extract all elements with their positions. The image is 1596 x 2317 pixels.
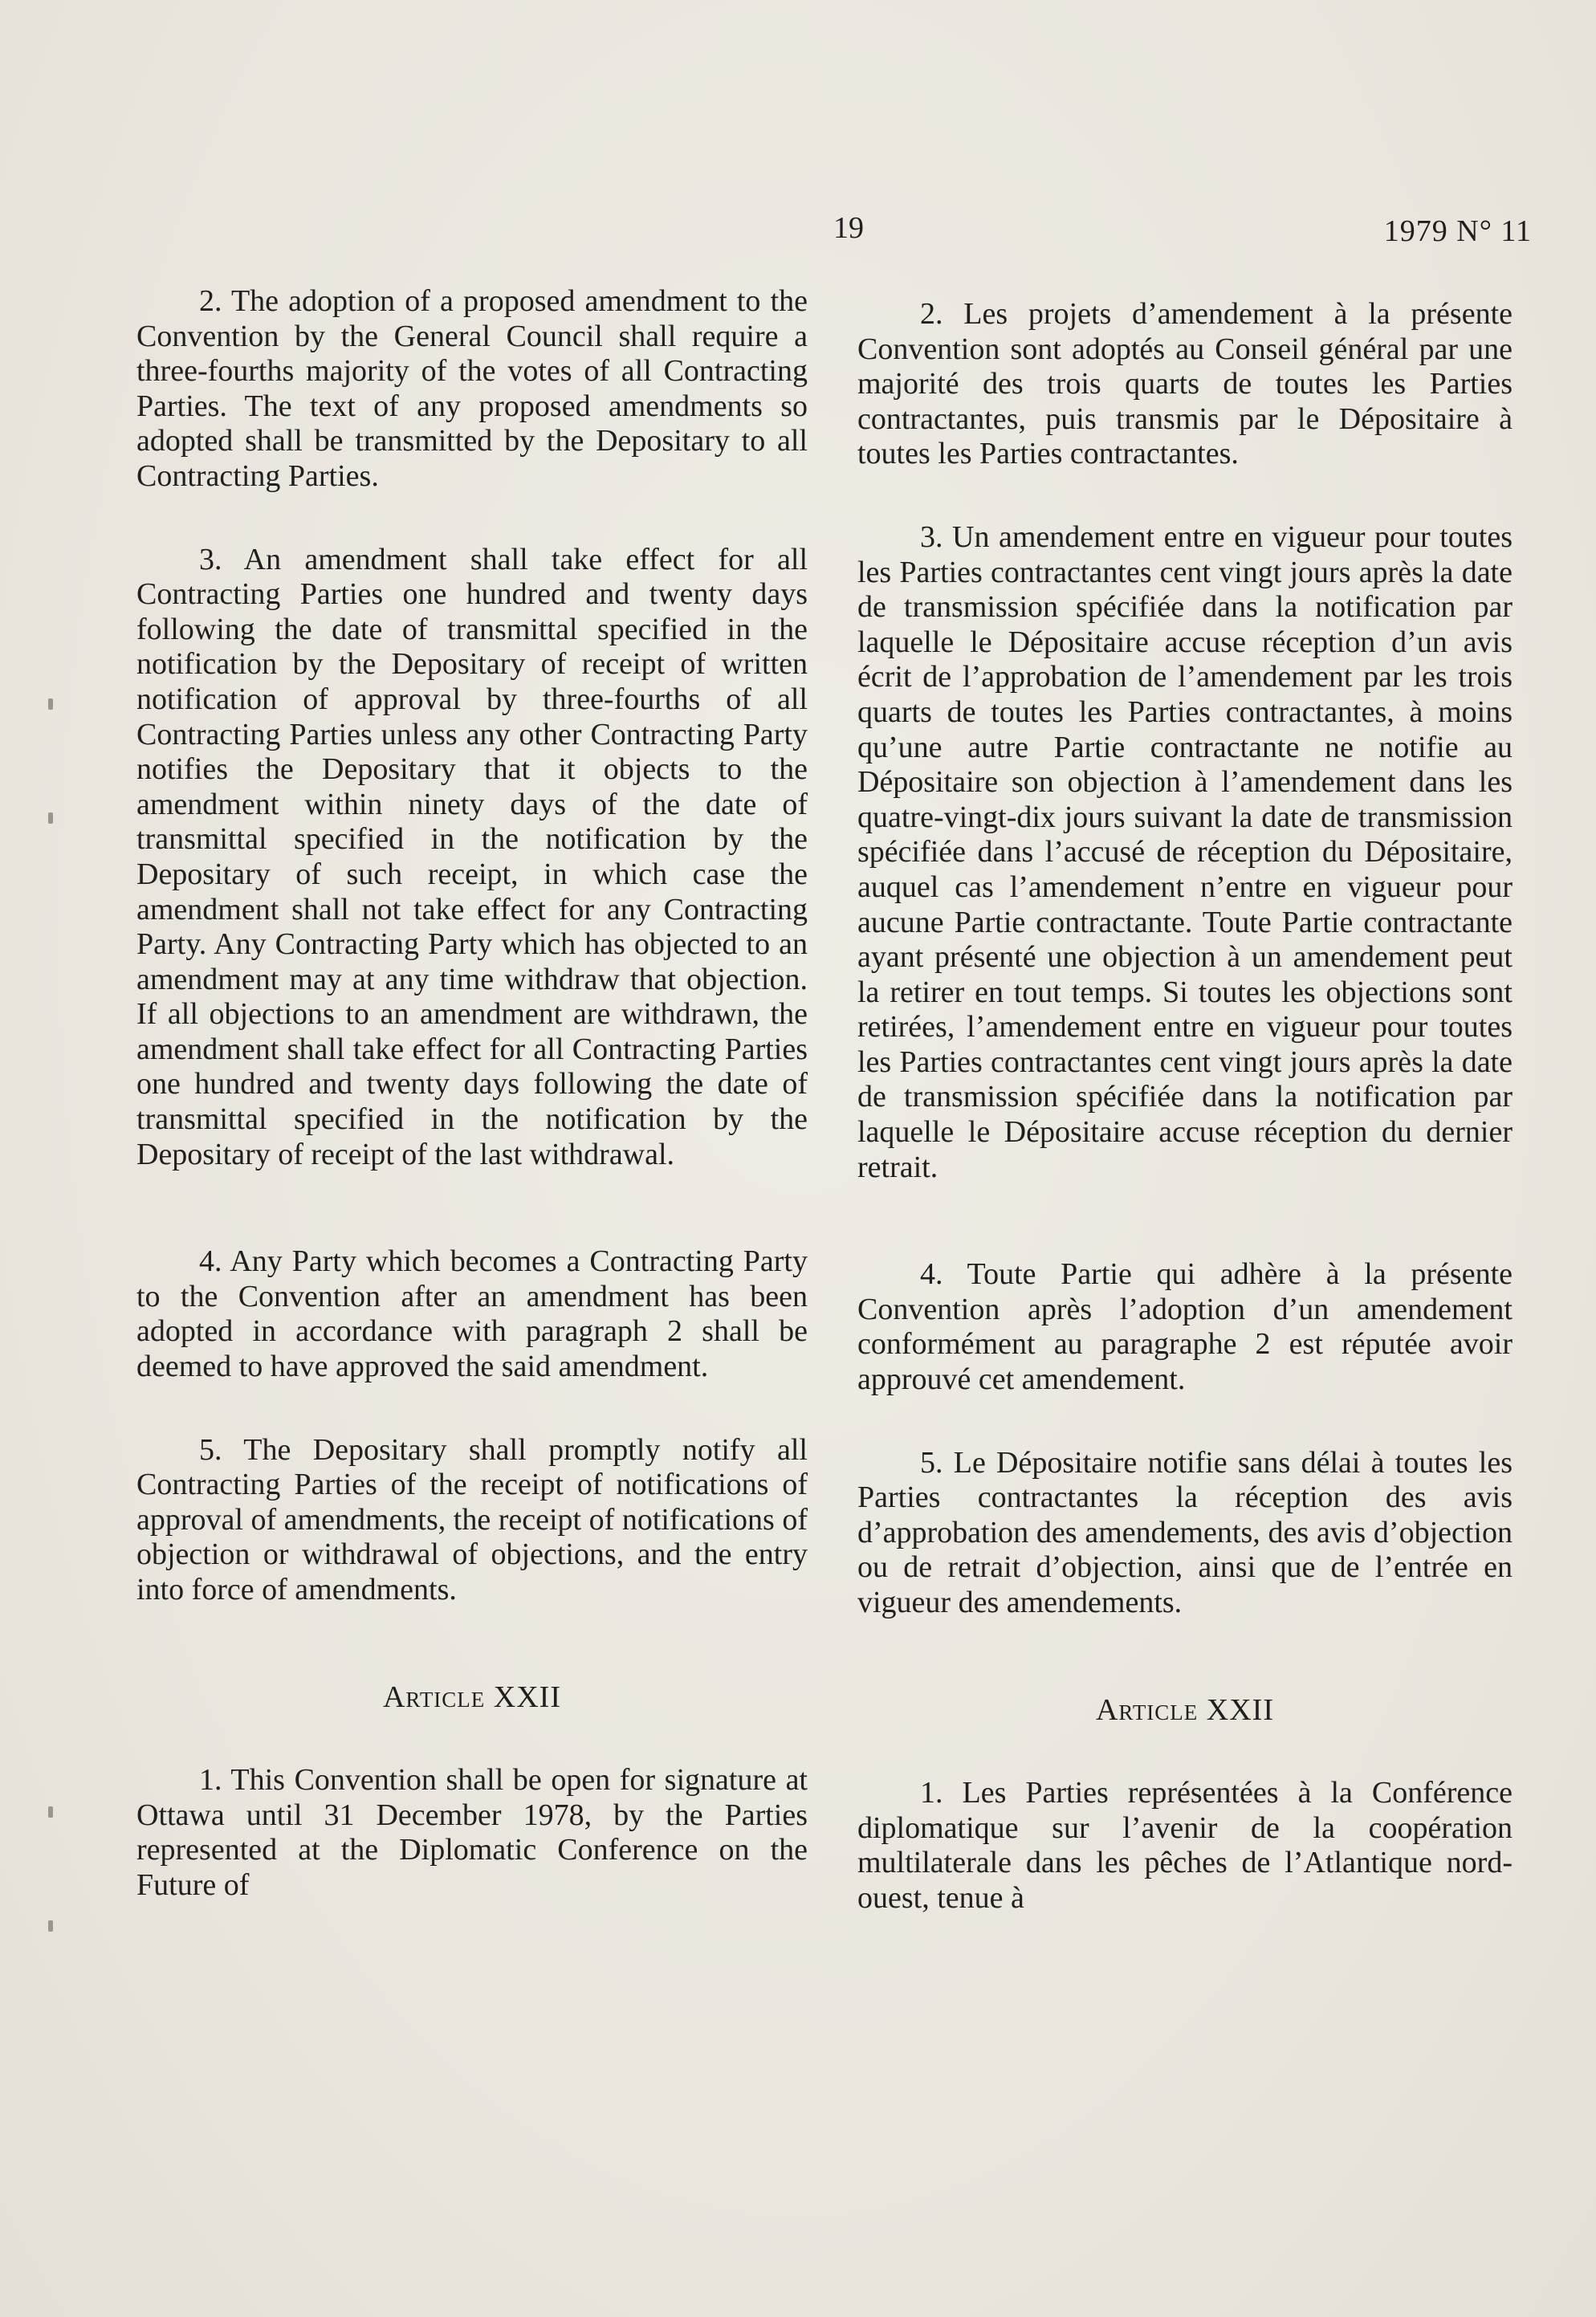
page-number: 19 [833, 211, 864, 245]
fr-paragraph-3: 3. Un amendement entre en vigueur pour toutes les Parties contractantes cent vingt jours après la date de transmission spécifiée dans la notification par laquelle le Dépositaire accuse réception d’un avis écrit de l’approbation de l’amendement par les trois quarts de toutes les Parties contractantes, à moins qu’une autre Partie contractante ne notifie au Dépositaire son objection à l’amendement dans les quatre-vingt-dix jours suivant la date de transmission spécifiée dans l’accusé de réception du Dépositaire, auquel cas l’amendement n’entre en vigueur pour aucune Partie contractante. Toute Partie contractante ayant présenté une objection à un amendement peut la retirer en tout temps. Si toutes les objections sont retirées, l’amendement entre en vigueur pour toutes les Parties contractantes cent vingt jours après la date de transmission spécifiée dans la notification par laquelle le Dépositaire accuse réception du dernier retrait. [857, 519, 1513, 1184]
document-reference: 1979 N° 11 [1383, 214, 1532, 248]
english-column [136, 284, 808, 1904]
french-column [857, 297, 1513, 1916]
fr-paragraph-5: 5. Le Dépositaire notifie sans délai à toutes les Parties contractantes la réception des avis d’approbation des amendements, des avis d’objection ou de retrait d’objection, ainsi que de l’entrée en vigueur des amendements. [857, 1445, 1513, 1619]
en-paragraph-4: 4. Any Party which becomes a Contracting Party to the Convention after an amendment has been adopted in accordance with paragraph 2 shall be deemed to have approved the said amendment. [136, 1244, 808, 1384]
en-article-22-paragraph-1: 1. This Convention shall be open for signature at Ottawa until 31 December 1978, by the Parties represented at the Diplomatic Conference on the Future of [136, 1763, 808, 1902]
fr-article-heading: Article XXII [1095, 1692, 1274, 1727]
fr-article-22-paragraph-1: 1. Les Parties représentées à la Conférence diplomatique sur l’avenir de la coopération multilaterale dans les pêches de l’Atlantique nord-ouest, tenue à [857, 1776, 1513, 1915]
fr-paragraph-4: 4. Toute Partie qui adhère à la présente Convention après l’adoption d’un amendement conformément au paragraphe 2 est réputée avoir approuvé cet amendement. [857, 1257, 1513, 1397]
margin-mark [48, 812, 53, 824]
fr-paragraph-2: 2. Les projets d’amendement à la présente Convention sont adoptés au Conseil général par une majorité des trois quarts de toutes les Parties contractantes, puis transmis par le Dépositaire à toutes les Parties contractantes. [857, 297, 1513, 471]
margin-mark [48, 1806, 53, 1818]
en-paragraph-3: 3. An amendment shall take effect for all Contracting Parties one hundred and twenty days following the date of transmittal specified in the notification by the Depositary of receipt of written notification of approval by three-fourths of all Contracting Parties unless any other Contracting Party notifies the Depositary that it objects to the amendment within ninety days of the date of transmittal specified in the notification by the Depositary of such receipt, in which case the amendment shall not take effect for any Contracting Party. Any Contracting Party which has objected to an amendment may at any time withdraw that objection. If all objections to an amendment are withdrawn, the amendment shall take effect for all Contracting Parties one hundred and twenty days following the date of transmittal specified in the notification by the Depositary of receipt of the last withdrawal. [136, 542, 808, 1171]
en-paragraph-5: 5. The Depositary shall promptly notify all Contracting Parties of the receipt of notifications of approval of amendments, the receipt of notifications of objection or withdrawal of objections, and the entry into force of amendments. [136, 1432, 808, 1606]
en-article-heading: Article XXII [382, 1680, 561, 1714]
margin-mark [48, 1920, 53, 1932]
margin-mark [48, 698, 53, 710]
en-paragraph-2: 2. The adoption of a proposed amendment to the Convention by the General Council shall require a three-fourths majority of the votes of all Contracting Parties. The text of any proposed amendments so adopted shall be transmitted by the Depositary to all Contracting Parties. [136, 284, 808, 493]
